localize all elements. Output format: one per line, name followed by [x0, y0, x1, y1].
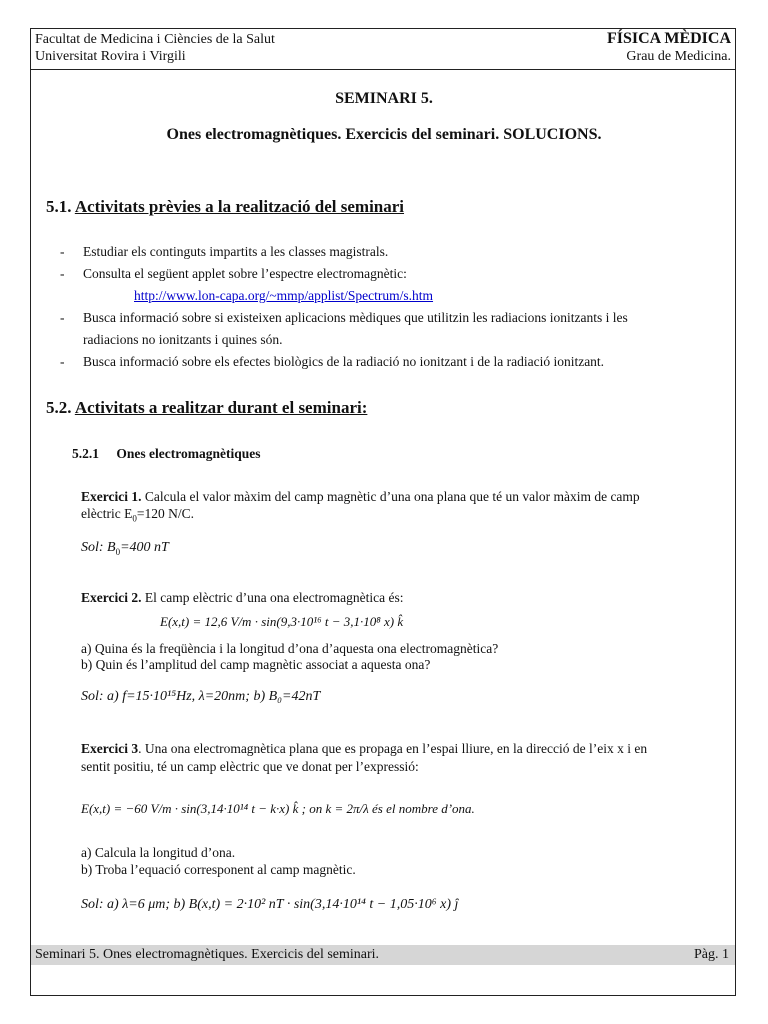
- subsection-5-2-1-heading: [72, 446, 260, 462]
- section-5-1-number: 5.1.: [46, 197, 72, 216]
- section-5-1-heading: [46, 197, 404, 217]
- bullet-dash: -: [60, 354, 65, 369]
- exercise-1-line-1: [81, 489, 640, 505]
- footer-text: Seminari 5. Ones electromagnètiques. Exercicis del seminari.: [35, 947, 380, 962]
- bullet-dash: -: [60, 244, 65, 259]
- exercise-3-line-2: sentit positiu, té un camp elèctric que ve donat per l’expressió:: [81, 759, 419, 774]
- exercise-1-solution: [81, 540, 169, 557]
- list-item-continuation: radiacions no ionitzants i quines són.: [83, 332, 283, 347]
- header-degree: Grau de Medicina.: [626, 49, 731, 64]
- bullet-dash: -: [60, 266, 65, 281]
- solution-part: =400 nT: [120, 540, 169, 555]
- list-item: Estudiar els continguts impartits a les classes magistrals.: [83, 244, 389, 259]
- exercise-1-text-part: =120 N/C.: [136, 506, 194, 521]
- applet-link[interactable]: http://www.lon-capa.org/~mmp/applist/Spectrum/s.htm: [134, 288, 434, 303]
- section-5-1-title: Activitats prèvies a la realització del seminari: [74, 197, 405, 216]
- subsection-title: Ones electromagnètiques: [116, 446, 261, 461]
- exercise-1-text: Calcula el valor màxim del camp magnètic d’una ona plana que té un valor màxim de camp: [141, 489, 640, 504]
- list-item: Busca informació sobre els efectes biològics de la radiació no ionitzant i de la radiació ionitzant.: [83, 354, 605, 369]
- doc-title: SEMINARI 5.: [335, 90, 433, 107]
- bullet-dash: -: [60, 310, 65, 325]
- exercise-2-line-1: [81, 590, 403, 606]
- exercise-2-equation: E(x,t) = 12,6 V/m · sin(9,3·10¹⁶ t − 3,1·10⁸ x) k̂: [160, 614, 404, 629]
- page-footer: [31, 945, 735, 965]
- section-5-2-heading: [46, 398, 367, 418]
- exercise-2-question-a: a) Quina és la freqüència i la longitud d’ona d’aquesta ona electromagnètica?: [81, 641, 499, 656]
- exercise-1-text-part: elèctric E: [81, 506, 133, 521]
- list-item: Consulta el següent applet sobre l’espectre electromagnètic:: [83, 266, 407, 281]
- exercise-3-line-1: [81, 741, 647, 757]
- footer-page-number: Pàg. 1: [694, 947, 729, 962]
- exercise-2-question-b: b) Quin és l’amplitud del camp magnètic associat a aquesta ona?: [81, 657, 431, 672]
- exercise-2-label: Exercici 2.: [81, 590, 142, 605]
- exercise-3-solution: Sol: a) λ=6 μm; b) B(x,t) = 2·10² nT · sin(3,14·10¹⁴ t − 1,05·10⁶ x) ĵ: [81, 897, 459, 912]
- exercise-2-text: El camp elèctric d’una ona electromagnètica és:: [141, 590, 404, 605]
- exercise-3-label: Exercici 3: [81, 741, 139, 756]
- exercise-2-solution: Sol: a) f=15·10¹⁵Hz, λ=20nm; b) B₀=42nT: [81, 689, 321, 704]
- header-faculty: Facultat de Medicina i Ciències de la Salut: [35, 32, 275, 47]
- page-header: [31, 29, 735, 70]
- section-5-2-title: Activitats a realitzar durant el seminari:: [74, 398, 368, 417]
- section-5-2-number: 5.2.: [46, 398, 72, 417]
- solution-part: Sol: B: [81, 540, 116, 555]
- exercise-1-line-2: [81, 506, 194, 524]
- exercise-3-question-a: a) Calcula la longitud d’ona.: [81, 845, 236, 860]
- list-item: Busca informació sobre si existeixen aplicacions mèdiques que utilitzin les radiacions ionitzants i les: [83, 310, 628, 325]
- doc-subtitle: Ones electromagnètiques. Exercicis del seminari. SOLUCIONS.: [166, 126, 602, 143]
- header-university: Universitat Rovira i Virgili: [35, 49, 186, 64]
- exercise-1-subscript: 0: [132, 513, 137, 524]
- solution-subscript: 0: [115, 546, 121, 557]
- exercise-1-label: Exercici 1.: [81, 489, 142, 504]
- exercise-3-equation: E(x,t) = −60 V/m · sin(3,14·10¹⁴ t − k·x) k̂ ; on k = 2π/λ és el nombre d’ona.: [81, 801, 475, 816]
- header-course: FÍSICA MÈDICA: [606, 30, 731, 47]
- subsection-number: 5.2.1: [72, 446, 99, 461]
- exercise-3-question-b: b) Troba l’equació corresponent al camp magnètic.: [81, 862, 356, 877]
- exercise-3-text: . Una ona electromagnètica plana que es propaga en l’espai lliure, en la direcció de l’eix x i en: [138, 741, 648, 756]
